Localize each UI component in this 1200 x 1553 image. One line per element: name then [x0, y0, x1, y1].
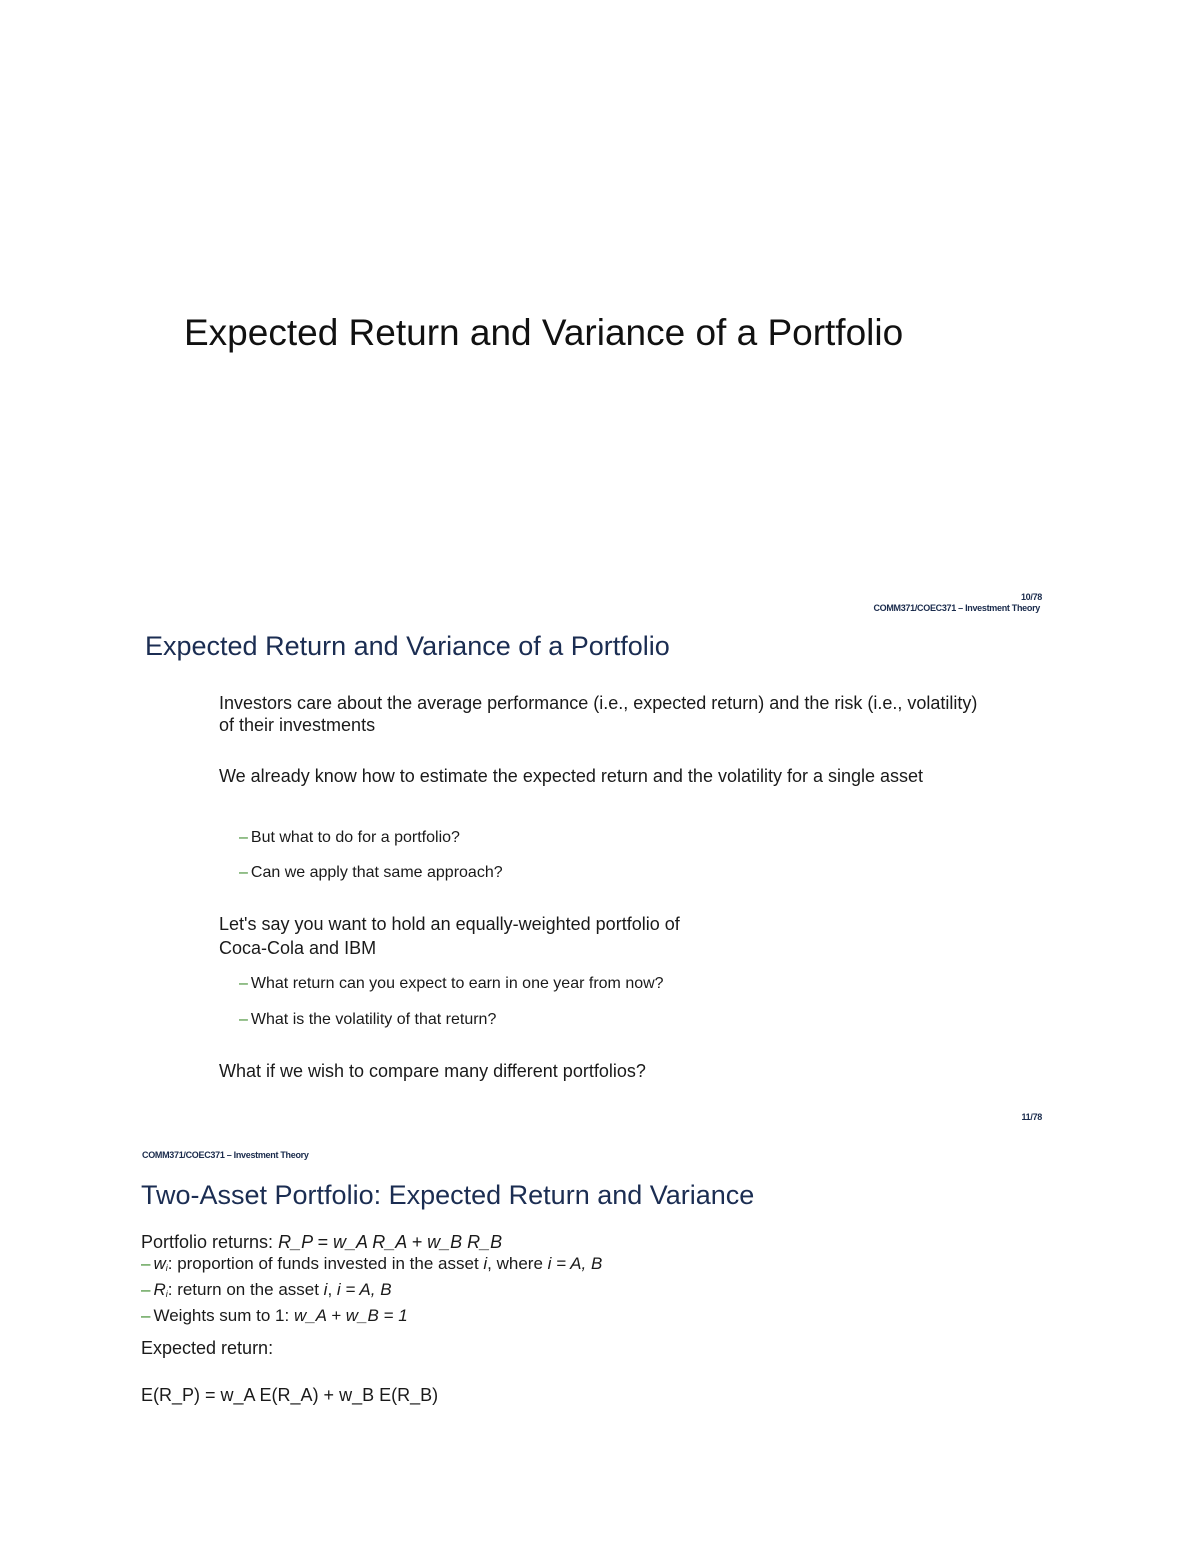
dash-bullet-icon: – — [141, 1280, 151, 1299]
slide10-title: Expected Return and Variance of a Portfolio — [184, 312, 904, 353]
portfolio-returns-line: Portfolio returns: R_P = w_A R_A + w_B R_B — [141, 1232, 503, 1252]
slide11-bullet: – But what to do for a portfolio? — [239, 829, 460, 846]
dash-bullet-icon: – — [239, 829, 248, 846]
slide11-paragraph-3-line1: Let's say you want to hold an equally-weighted portfolio of — [219, 914, 680, 934]
slide12-title: Two-Asset Portfolio: Expected Return and Variance — [141, 1180, 755, 1210]
slide11-paragraph-1: Investors care about the average performance (i.e., expected return) and the risk (i.e., volatility) of their investments — [219, 693, 978, 735]
slide11-bullet: – Can we apply that same approach? — [239, 864, 503, 881]
slide11-paragraph-3-line2: Coca-Cola and IBM — [219, 938, 377, 958]
slide12-bullet-sum: – Weights sum to 1: w_A + w_B = 1 — [141, 1306, 408, 1325]
slide11-bullet: – What return can you expect to earn in one year from now? — [239, 975, 664, 992]
slide11-title: Expected Return and Variance of a Portfolio — [145, 631, 670, 661]
returns-formula: R_P = w_A R_A + w_B R_B — [278, 1232, 503, 1252]
page-number: 10/78 — [1020, 592, 1042, 602]
dash-bullet-icon: – — [239, 864, 248, 881]
slide11-paragraph-4: What if we wish to compare many different portfolios? — [219, 1061, 646, 1081]
dash-bullet-icon: – — [239, 975, 248, 992]
dash-bullet-icon: – — [141, 1254, 151, 1273]
slide11-paragraph-2: We already know how to estimate the expected return and the volatility for a single asset — [219, 766, 924, 786]
dash-bullet-icon: – — [141, 1306, 151, 1325]
expected-return-formula: E(R_P) = w_A E(R_A) + w_B E(R_B) — [141, 1385, 439, 1405]
dash-bullet-icon: – — [239, 1011, 248, 1028]
expected-return-label: Expected return: — [141, 1338, 274, 1358]
slide11-bullet: – What is the volatility of that return? — [239, 1011, 497, 1028]
course-label: COMM371/COEC371 – Investment Theory — [873, 603, 1040, 613]
slide12-bullet-returns: – $R_i$: return on the asset i, i = A, B — [141, 1280, 392, 1299]
course-label: COMM371/COEC371 – Investment Theory — [142, 1150, 309, 1160]
page-number: 11/78 — [1021, 1112, 1042, 1122]
slide12-bullet-weights: – $w_i$: proportion of funds invested in the asset i, where i = A, B — [141, 1254, 603, 1273]
